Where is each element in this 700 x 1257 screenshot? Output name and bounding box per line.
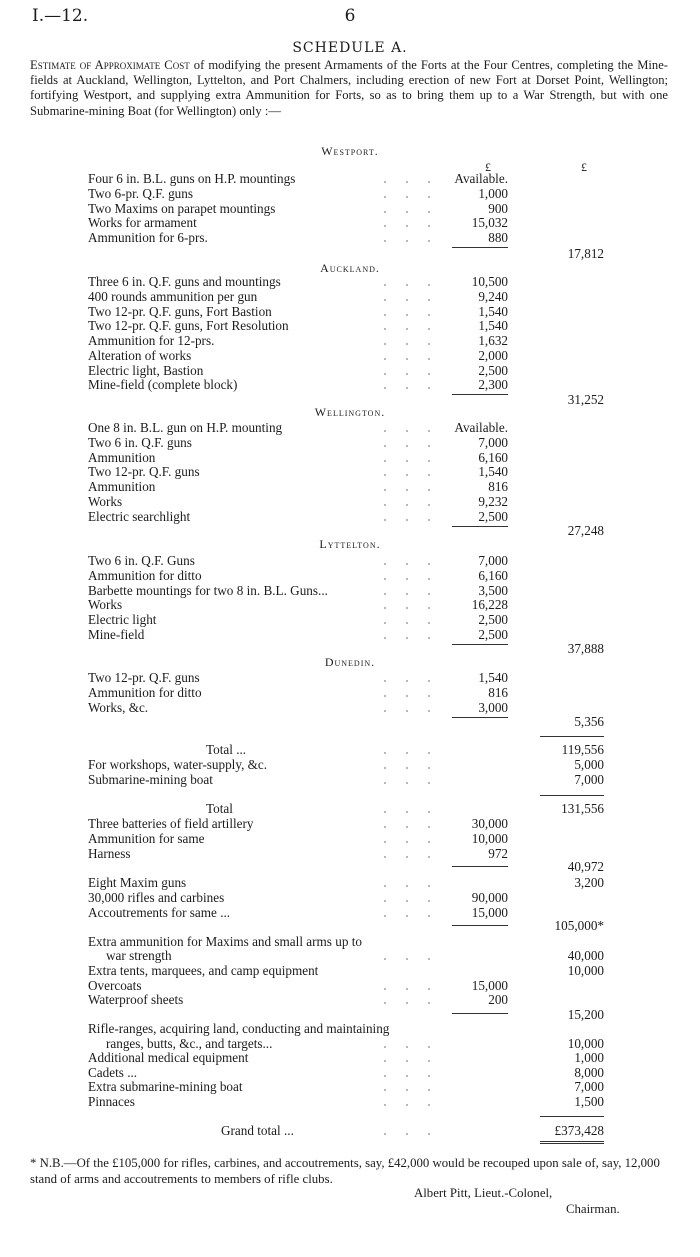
item-label: Accoutrements for same ... [88, 905, 231, 920]
signature-title: Chairman. [566, 1202, 620, 1216]
item-label: Pinnaces [88, 1094, 135, 1109]
rule-line [540, 736, 604, 737]
item-label: Ammunition [88, 479, 156, 494]
item-label: Two 12-pr. Q.F. guns [88, 464, 200, 480]
item-label: Two 6 in. Q.F. guns [88, 434, 192, 450]
rule-line [452, 866, 508, 867]
amount-col-a: 1,540 [478, 303, 508, 319]
amount-col-a: 880 [488, 230, 508, 245]
rule-line [452, 925, 508, 926]
item-label: Two 12-pr. Q.F. guns [88, 670, 200, 685]
item-label: ranges, butts, &c., and targets... [106, 1036, 273, 1051]
item-label: Four 6 in. B.L. guns on H.P. mountings [88, 171, 296, 186]
dot-leader [380, 811, 440, 813]
rule-line [452, 644, 508, 645]
amount-col-a: Available. [454, 420, 508, 435]
item-label: Grand total ... [221, 1123, 294, 1138]
item-label: Extra ammunition for Maxims and small arms up to [88, 934, 362, 949]
amount-col-b: 119,556 [561, 742, 604, 757]
dot-leader [380, 1046, 440, 1048]
amount-col-a: 1,000 [478, 185, 508, 201]
item-label: Ammunition for ditto [88, 684, 202, 700]
rule-line [540, 795, 604, 796]
rule-line [452, 394, 508, 395]
page-number: 6 [344, 6, 356, 26]
item-label: Harness [88, 846, 131, 861]
dot-leader [380, 958, 440, 960]
item-label: Electric searchlight [88, 508, 191, 524]
amount-col-b: 3,200 [574, 875, 604, 890]
item-label: Two 6-pr. Q.F. guns [88, 185, 193, 201]
section-title: Wellington. [314, 405, 386, 419]
amount-col-a: 200 [488, 992, 508, 1007]
amount-col-a: 900 [488, 200, 508, 216]
rule-line [540, 1141, 604, 1142]
dot-leader [380, 1104, 440, 1106]
section-title: Lyttelton. [319, 537, 381, 551]
item-label: Extra submarine-mining boat [88, 1079, 243, 1094]
section-title: Auckland. [320, 261, 380, 275]
amount-col-a: 2,500 [478, 362, 508, 378]
amount-col-a: 2,500 [478, 626, 508, 642]
dot-leader [430, 973, 440, 975]
amount-col-b: 27,248 [567, 523, 604, 538]
amount-col-b: 40,972 [567, 859, 604, 874]
amount-col-b: 37,888 [567, 641, 604, 656]
footnote: * N.B.—Of the £105,000 for rifles, carbines, and accoutrements, say, £42,000 would be recouped upon sale of, say, 12,000 stand of arms and accoutrements to members of rifle clubs. [30, 1156, 660, 1186]
amount-col-a: 1,632 [478, 333, 508, 348]
schedule-title: SCHEDULE A. [292, 40, 408, 56]
item-label: Electric light [88, 612, 157, 627]
item-label: Total [206, 801, 233, 816]
amount-col-a: 7,000 [478, 434, 508, 450]
item-label: Cadets ... [88, 1065, 138, 1080]
item-label: Ammunition for 12-prs. [88, 333, 215, 348]
rule-line [540, 1143, 604, 1144]
amount-col-b: 7,000 [574, 772, 604, 787]
amount-col-a: 15,000 [471, 905, 508, 920]
amount-col-a: 10,000 [471, 831, 508, 846]
amount-col-a: 1,540 [478, 670, 508, 685]
item-label: Two 12-pr. Q.F. guns, Fort Bastion [88, 303, 272, 319]
item-label: Overcoats [88, 978, 142, 993]
rule-line [452, 247, 508, 248]
amount-col-b: 105,000* [554, 918, 604, 933]
item-label: Alteration of works [88, 347, 192, 363]
item-label: 400 rounds ammunition per gun [88, 288, 258, 304]
amount-col-a: 3,500 [478, 582, 508, 598]
item-label: Works for armament [88, 215, 197, 231]
item-label: One 8 in. B.L. gun on H.P. mounting [88, 420, 283, 435]
item-label: Two 12-pr. Q.F. guns, Fort Resolution [88, 318, 289, 334]
item-label: Two Maxims on parapet mountings [88, 200, 276, 216]
amount-col-a: 972 [488, 846, 508, 861]
column-b-header: £ [581, 160, 587, 174]
amount-col-b: 40,000 [567, 948, 604, 963]
item-label: Three 6 in. Q.F. guns and mountings [88, 274, 281, 289]
item-label: war strength [106, 948, 172, 963]
amount-col-a: 1,540 [478, 318, 508, 334]
amount-col-a: 2,500 [478, 508, 508, 524]
amount-col-a: 15,000 [471, 978, 508, 993]
page-reference: I.—12. [32, 6, 89, 26]
item-label: Two 6 in. Q.F. Guns [88, 553, 195, 568]
item-label: Ammunition [88, 449, 156, 465]
item-label: Additional medical equipment [88, 1050, 249, 1065]
item-label: Rifle-ranges, acquiring land, conducting and maintaining [88, 1021, 390, 1036]
signature-name: Albert Pitt, Lieut.-Colonel, [414, 1186, 553, 1200]
amount-col-b: 5,000 [574, 757, 604, 772]
amount-col-a: 7,000 [478, 553, 508, 568]
item-label: 30,000 rifles and carbines [88, 890, 225, 905]
amount-col-a: 10,500 [471, 274, 508, 289]
amount-col-b: 15,200 [567, 1007, 604, 1022]
amount-col-b: 10,000 [567, 963, 604, 978]
amount-col-a: 16,228 [471, 597, 508, 613]
amount-col-a: 30,000 [471, 816, 508, 831]
amount-col-a: 1,540 [478, 464, 508, 480]
amount-col-a: 90,000 [471, 890, 508, 905]
amount-col-b: 131,556 [561, 801, 604, 816]
amount-col-a: 2,000 [478, 347, 508, 363]
amount-col-a: Available. [454, 171, 508, 186]
amount-col-b: £373,428 [554, 1123, 604, 1138]
dot-leader [380, 1075, 440, 1077]
item-label: Total ... [206, 742, 247, 757]
item-label: Mine-field (complete block) [88, 377, 238, 393]
amount-col-b: 8,000 [574, 1065, 604, 1080]
item-label: Submarine-mining boat [88, 772, 213, 787]
item-label: Works [88, 597, 123, 613]
amount-col-a: 2,300 [478, 377, 508, 393]
item-label: Mine-field [88, 626, 145, 642]
rule-line [452, 717, 508, 718]
amount-col-a: 9,240 [478, 288, 508, 304]
item-label: Waterproof sheets [88, 992, 184, 1007]
amount-col-a: 6,160 [478, 449, 508, 465]
rule-line [540, 1116, 604, 1117]
amount-col-b: 7,000 [574, 1079, 604, 1094]
dot-leader [380, 782, 440, 784]
item-label: Ammunition for same [88, 831, 205, 846]
amount-col-a: 6,160 [478, 567, 508, 583]
dot-leader [380, 885, 440, 887]
dot-leader [380, 767, 440, 769]
amount-col-a: 9,232 [478, 493, 508, 509]
item-label: For workshops, water-supply, &c. [88, 757, 268, 772]
amount-col-a: 3,000 [478, 699, 508, 715]
dot-leader [380, 1089, 440, 1091]
column-a-header: £ [485, 160, 491, 174]
item-label: Three batteries of field artillery [88, 816, 254, 831]
dot-leader [380, 1133, 440, 1135]
amount-col-b: 1,500 [574, 1094, 604, 1109]
intro-paragraph [30, 58, 668, 119]
rule-line [452, 1013, 508, 1014]
item-label: Works [88, 493, 123, 509]
item-label: Barbette mountings for two 8 in. B.L. Guns... [88, 582, 328, 598]
item-label: Eight Maxim guns [88, 875, 187, 890]
dot-leader [380, 1060, 440, 1062]
amount-col-b: 10,000 [567, 1036, 604, 1051]
amount-col-b: 1,000 [574, 1050, 604, 1065]
item-label: Electric light, Bastion [88, 362, 204, 378]
item-label: Ammunition for ditto [88, 567, 202, 583]
amount-col-a: 2,500 [478, 612, 508, 627]
intro-lead: Estimate of Approximate Cost [30, 58, 190, 72]
amount-col-a: 816 [488, 684, 508, 700]
dot-leader [380, 752, 440, 754]
item-label: Extra tents, marquees, and camp equipment [88, 963, 319, 978]
rule-line [452, 526, 508, 527]
item-label: Ammunition for 6-prs. [88, 230, 208, 245]
amount-col-b: 31,252 [567, 392, 604, 407]
section-title: Westport. [321, 144, 379, 158]
amount-col-a: 15,032 [471, 215, 508, 231]
amount-col-b: 17,812 [567, 246, 604, 261]
amount-col-b: 5,356 [574, 714, 604, 729]
amount-col-a: 816 [488, 479, 508, 494]
section-title: Dunedin. [324, 655, 376, 669]
intro-text: of modifying the present Armaments of the Forts at the Four Centres, completing the Mine-fields at Auckland, Wellington, Lyttelton, and Port Chalmers, including erection of new Fort at Dorset Point, Wellington; fortifying Westport, and supplying extra Ammunition for Forts, so as to bring them up to a War Strength, but with one Submarine-mining Boat (for Wellington) only :— [30, 58, 668, 118]
item-label: Works, &c. [88, 699, 149, 715]
